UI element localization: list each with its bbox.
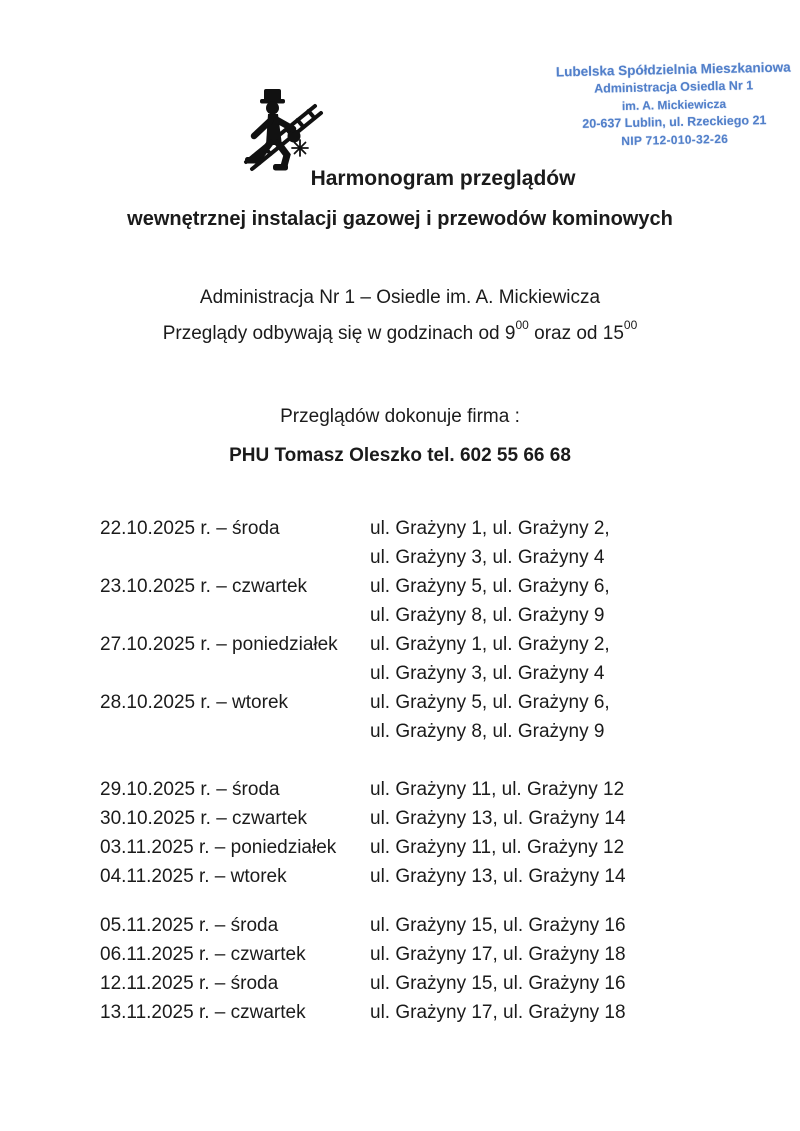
schedule-addresses: [370, 688, 610, 746]
chimney-sweep-icon: [237, 88, 333, 196]
hours-text: oraz od 15: [528, 323, 624, 344]
stamp-line: Lubelska Spółdzielnia Mieszkaniowa: [555, 59, 791, 80]
schedule-row: [100, 630, 800, 688]
address-line: ul. Grażyny 13, ul. Grażyny 14: [370, 808, 626, 829]
stamp-line: Administracja Osiedla Nr 1: [593, 78, 754, 96]
address-line: ul. Grażyny 11, ul. Grażyny 12: [370, 837, 625, 858]
schedule-row: [100, 940, 800, 969]
address-line: ul. Grażyny 15, ul. Grażyny 16: [370, 973, 626, 994]
schedule-date: 05.11.2025 r. – środa: [100, 915, 279, 936]
document-title: Harmonogram przeglądów: [310, 167, 576, 190]
schedule-group: [100, 775, 800, 891]
schedule-row: [100, 804, 800, 833]
address-line: ul. Grażyny 15, ul. Grażyny 16: [370, 915, 626, 936]
schedule-row: [100, 911, 800, 940]
hours-line: [0, 320, 800, 348]
schedule-date: 04.11.2025 r. – wtorek: [100, 866, 287, 887]
inspection-schedule: [100, 514, 800, 1027]
schedule-addresses: [370, 833, 624, 862]
schedule-date: 23.10.2025 r. – czwartek: [100, 576, 308, 597]
address-line: ul. Grażyny 17, ul. Grażyny 18: [370, 1002, 626, 1023]
address-line: ul. Grażyny 8, ul. Grażyny 9: [370, 605, 605, 626]
schedule-date: 06.11.2025 r. – czwartek: [100, 944, 306, 965]
schedule-row: [100, 514, 800, 572]
hours-text: Przeglądy odbywają się w godzinach od 9: [162, 323, 516, 344]
schedule-date: 22.10.2025 r. – środa: [100, 518, 280, 539]
schedule-date: 28.10.2025 r. – wtorek: [100, 692, 289, 713]
schedule-addresses: [370, 862, 626, 891]
schedule-row: [100, 688, 800, 746]
address-line: ul. Grażyny 3, ul. Grażyny 4: [370, 663, 605, 684]
address-line: ul. Grażyny 5, ul. Grażyny 6,: [370, 692, 610, 713]
address-line: ul. Grażyny 13, ul. Grażyny 14: [370, 866, 626, 887]
schedule-date: 30.10.2025 r. – czwartek: [100, 808, 308, 829]
address-line: ul. Grażyny 5, ul. Grażyny 6,: [370, 576, 610, 597]
schedule-addresses: [370, 630, 610, 688]
address-line: ul. Grażyny 17, ul. Grażyny 18: [370, 944, 626, 965]
schedule-group: [100, 514, 800, 746]
schedule-addresses: [370, 514, 610, 572]
document-subtitle: wewnętrznej instalacji gazowej i przewodów kominowych: [127, 208, 673, 230]
schedule-addresses: [370, 998, 626, 1027]
schedule-addresses: [370, 775, 624, 804]
stamp-line: 20-637 Lublin, ul. Rzeckiego 21: [582, 113, 767, 131]
address-line: ul. Grażyny 11, ul. Grażyny 12: [370, 779, 625, 800]
contractor-intro: Przeglądów dokonuje firma :: [280, 406, 520, 427]
schedule-date: 13.11.2025 r. – czwartek: [100, 1002, 306, 1023]
schedule-row: [100, 998, 800, 1027]
hours-superscript: 00: [515, 318, 529, 332]
administration-line: Administracja Nr 1 – Osiedle im. A. Mickiewicza: [199, 287, 601, 308]
schedule-date: 27.10.2025 r. – poniedziałek: [100, 634, 338, 655]
schedule-addresses: [370, 572, 610, 630]
stamp-line: NIP 712-010-32-26: [621, 131, 729, 148]
hours-superscript: 00: [623, 318, 638, 332]
schedule-row: [100, 775, 800, 804]
schedule-date: 12.11.2025 r. – środa: [100, 973, 279, 994]
schedule-row: [100, 833, 800, 862]
address-line: ul. Grażyny 1, ul. Grażyny 2,: [370, 518, 610, 539]
company-stamp: [547, 57, 800, 151]
address-line: ul. Grażyny 8, ul. Grażyny 9: [370, 721, 605, 742]
schedule-addresses: [370, 969, 626, 998]
schedule-addresses: [370, 911, 626, 940]
address-line: ul. Grażyny 1, ul. Grażyny 2,: [370, 634, 610, 655]
address-line: ul. Grażyny 3, ul. Grażyny 4: [370, 547, 605, 568]
stamp-line: im. A. Mickiewicza: [621, 96, 727, 113]
schedule-group: [100, 911, 800, 1027]
contractor-name-phone: PHU Tomasz Oleszko tel. 602 55 66 68: [229, 445, 571, 466]
schedule-row: [100, 969, 800, 998]
schedule-date: 29.10.2025 r. – środa: [100, 779, 280, 800]
schedule-row: [100, 572, 800, 630]
schedule-date: 03.11.2025 r. – poniedziałek: [100, 837, 337, 858]
schedule-row: [100, 862, 800, 891]
schedule-addresses: [370, 940, 626, 969]
schedule-addresses: [370, 804, 626, 833]
